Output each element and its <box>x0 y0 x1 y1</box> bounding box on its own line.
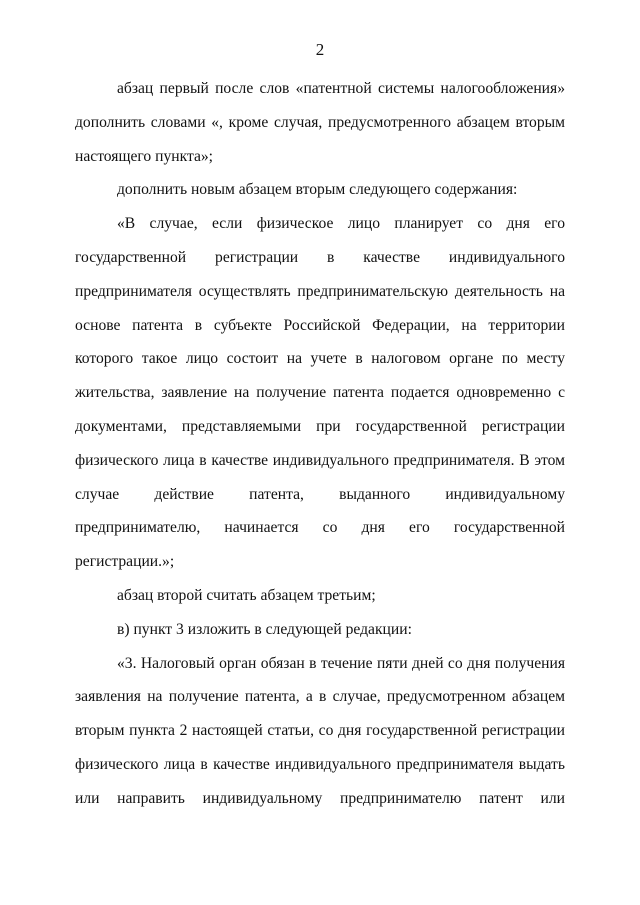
paragraph-3: «В случае, если физическое лицо планирует со дня его государственной регистрации в качестве индивидуального предпринимателя осуществлять предпринимательскую деятельность на основе патента в субъекте Российской Федерации, на территории которого такое лицо состоит на учете в налоговом органе по месту жительства, заявление на получение патента подается одновременно с документами, представляемыми при государственной регистрации физического лица в качестве индивидуального предпринимателя. В этом случае действие патента, выданного индивидуальному предпринимателю, начинается со дня его государственной регистрации.»; <box>75 215 565 571</box>
paragraph-6: «3. Налоговый орган обязан в течение пяти дней со дня получения заявления на получение патента, а в случае, предусмотренном абзацем вторым пункта 2 настоящей статьи, со дня государственной регистрации физического лица в качестве индивидуального предпринимателя выдать или направить индивидуальному предпринимателю патент или <box>75 654 565 807</box>
paragraph-4: абзац второй считать абзацем третьим; <box>117 586 376 604</box>
paragraph-2: дополнить новым абзацем вторым следующего содержания: <box>117 181 518 199</box>
document-body <box>75 72 565 816</box>
paragraph-5: в) пункт 3 изложить в следующей редакции: <box>117 620 412 638</box>
paragraph-1: абзац первый после слов «патентной системы налогообложения» дополнить словами «, кроме случая, предусмотренного абзацем вторым настоящего пункта»; <box>75 80 565 165</box>
page-number: 2 <box>315 40 325 59</box>
